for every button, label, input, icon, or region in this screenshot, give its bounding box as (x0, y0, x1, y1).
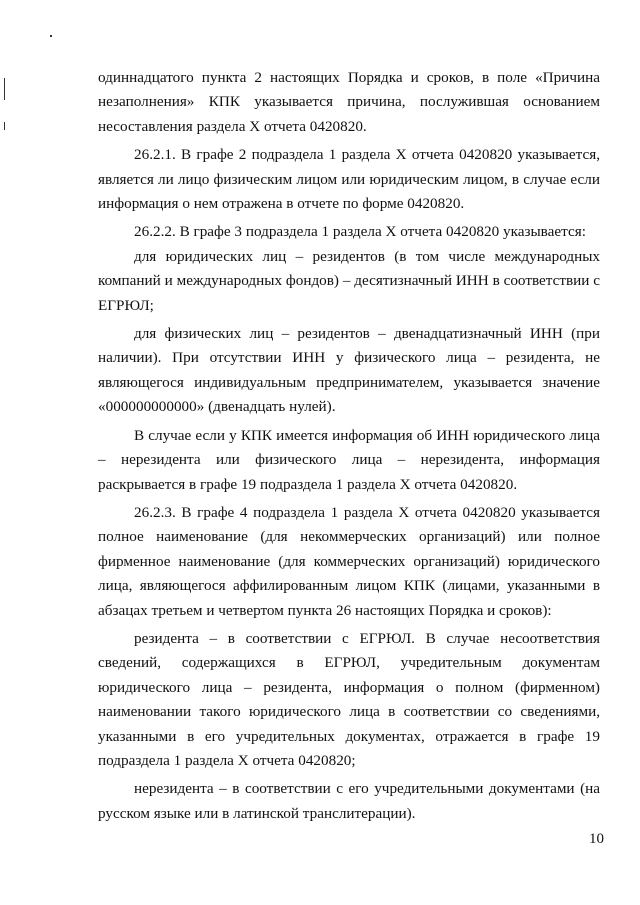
page-number: 10 (589, 831, 604, 847)
paragraph-26-2-3: 26.2.3. В графе 4 подраздела 1 раздела X отчета 0420820 указывается полное наименование (для некоммерческих организаций) или полное фирменное наименование (для коммерческих организаций) юридического лица, являющегося аффилированным лицом КПК (лицами, указанными в абзацах третьем и четвертом пункта 26 настоящих Порядка и сроков): (98, 503, 600, 619)
text-block (98, 66, 600, 826)
paragraph-26-2-1: 26.2.1. В графе 2 подраздела 1 раздела X отчета 0420820 указывается, является ли лицо физическим лицом или юридическим лицом, в случае если информация о нем отражена в отчете по форме 0420820. (98, 146, 600, 213)
paragraph-continuation: одиннадцатого пункта 2 настоящих Порядка и сроков, в поле «Причина незаполнения» КПК указывается причина, послужившая основанием несоставления раздела X отчета 0420820. (98, 69, 600, 135)
paragraph-legal-entities-residents: для юридических лиц – резидентов (в том числе международных компаний и международных фондов) – десятизначный ИНН в соответствии с ЕГРЮЛ; (98, 247, 600, 314)
paragraph-26-2-2: 26.2.2. В графе 3 подраздела 1 раздела X отчета 0420820 указывается: (134, 223, 586, 241)
paragraph-resident-name: резидента – в соответствии с ЕГРЮЛ. В случае несоответствия сведений, содержащихся в ЕГРЮЛ, учредительным документам юридического лица – резидента, информация о полном (фирменном) наименовании такого юридического лица в соответствии со сведениями, указанными в его учредительных документах, отражается в графе 19 подраздела 1 раздела X отчета 0420820; (98, 629, 600, 769)
paragraph-individuals-residents: для физических лиц – резидентов – двенадцатизначный ИНН (при наличии). При отсутствии ИНН у физического лица – резидента, не являющегося индивидуальным предпринимателем, указывается значение «000000000000» (двенадцать нулей). (98, 325, 600, 416)
scan-mark (50, 35, 52, 37)
paragraph-non-resident-name: нерезидента – в соответствии с его учредительными документами (на русском языке или в латинской транслитерации). (98, 780, 600, 822)
scan-mark (4, 78, 5, 100)
scan-mark (4, 122, 5, 130)
paragraph-non-residents-inn: В случае если у КПК имеется информация об ИНН юридического лица – нерезидента или физического лица – нерезидента, информация раскрывается в графе 19 подраздела 1 раздела X отчета 0420820. (98, 426, 600, 493)
